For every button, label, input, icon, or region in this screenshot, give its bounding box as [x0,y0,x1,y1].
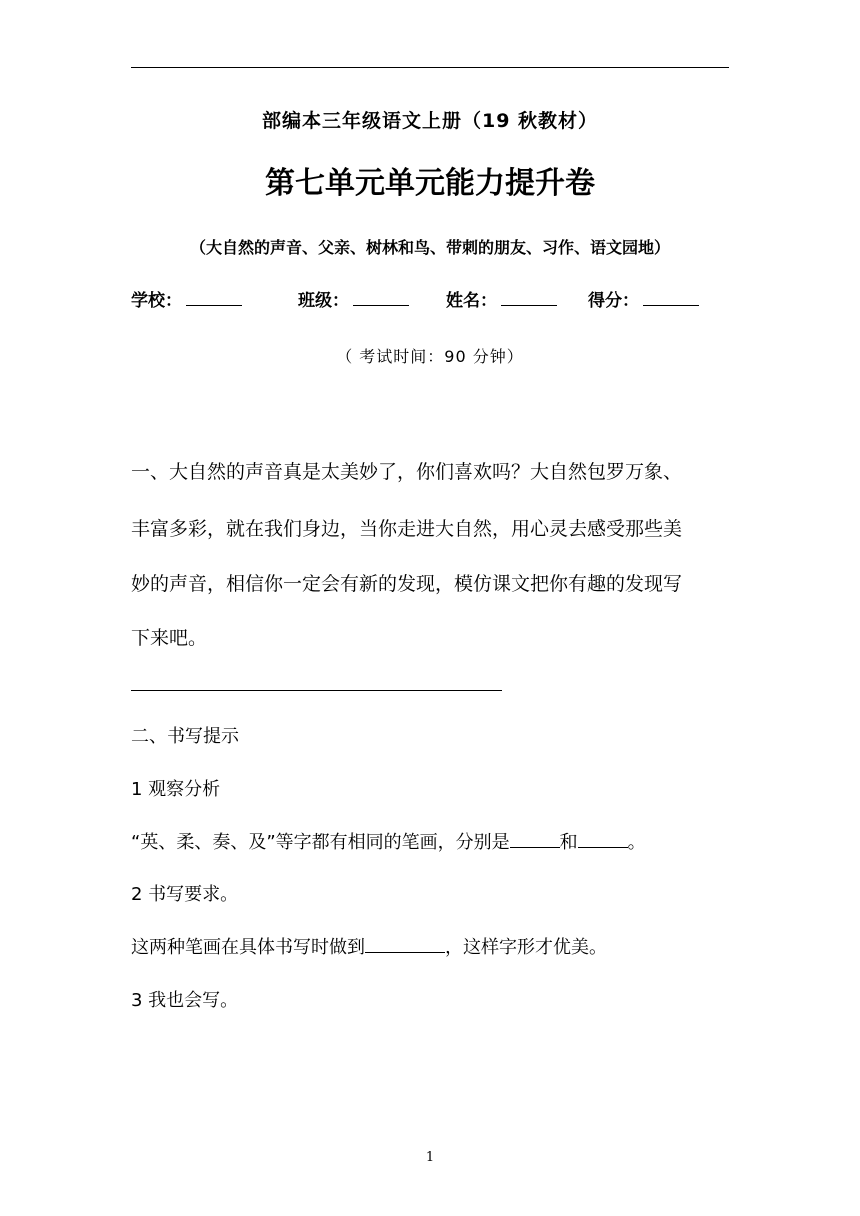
item2-question [131,933,607,959]
item1-blank-1[interactable] [510,833,560,848]
school-blank[interactable] [186,291,242,306]
topics-line: （大自然的声音、父亲、树林和鸟、带刺的朋友、习作、语文园地） [189,238,670,257]
item1-text-b: 和 [559,832,578,853]
section1-line-3: 妙的声音，相信你一定会有新的发现，模仿课文把你有趣的发现写 [131,573,683,595]
item2-text-b: ，这样字形才优美。 [445,937,607,958]
item1-text-c: 。 [627,832,646,853]
class-field [298,286,409,311]
item2-title: 2 书写要求。 [131,884,239,905]
class-blank[interactable] [353,291,409,306]
item2-blank[interactable] [365,938,445,953]
item1-blank-2[interactable] [578,833,628,848]
section1-line-4: 下来吧。 [131,627,208,649]
item1-question [131,828,646,854]
item1-text-a: “英、柔、奏、及”等字都有相同的笔画，分别是 [131,832,510,853]
name-label: 姓名： [446,291,497,311]
class-label: 班级： [298,291,349,311]
item3-title: 3 我也会写。 [131,990,239,1011]
school-label: 学校： [131,291,182,311]
section1-line-2: 丰富多彩，就在我们身边，当你走进大自然，用心灵去感受那些美 [131,518,683,540]
score-label: 得分： [588,291,639,311]
document-title: 第七单元单元能力提升卷 [265,166,595,201]
name-blank[interactable] [501,291,557,306]
answer-line[interactable] [131,690,502,691]
page-number: 1 [425,1150,435,1165]
school-field [131,286,242,311]
score-blank[interactable] [643,291,699,306]
top-rule [131,67,729,68]
item2-text-a: 这两种笔画在具体书写时做到 [131,937,365,958]
item1-title: 1 观察分析 [131,779,221,800]
section1-line-1: 一、大自然的声音真是太美妙了，你们喜欢吗？大自然包罗万象、 [131,461,683,483]
name-field [446,286,557,311]
exam-time: （ 考试时间：90 分钟） [336,347,524,366]
section2-heading: 二、书写提示 [131,726,239,747]
score-field [588,286,699,311]
document-subtitle: 部编本三年级语文上册（19 秋教材） [261,110,599,132]
